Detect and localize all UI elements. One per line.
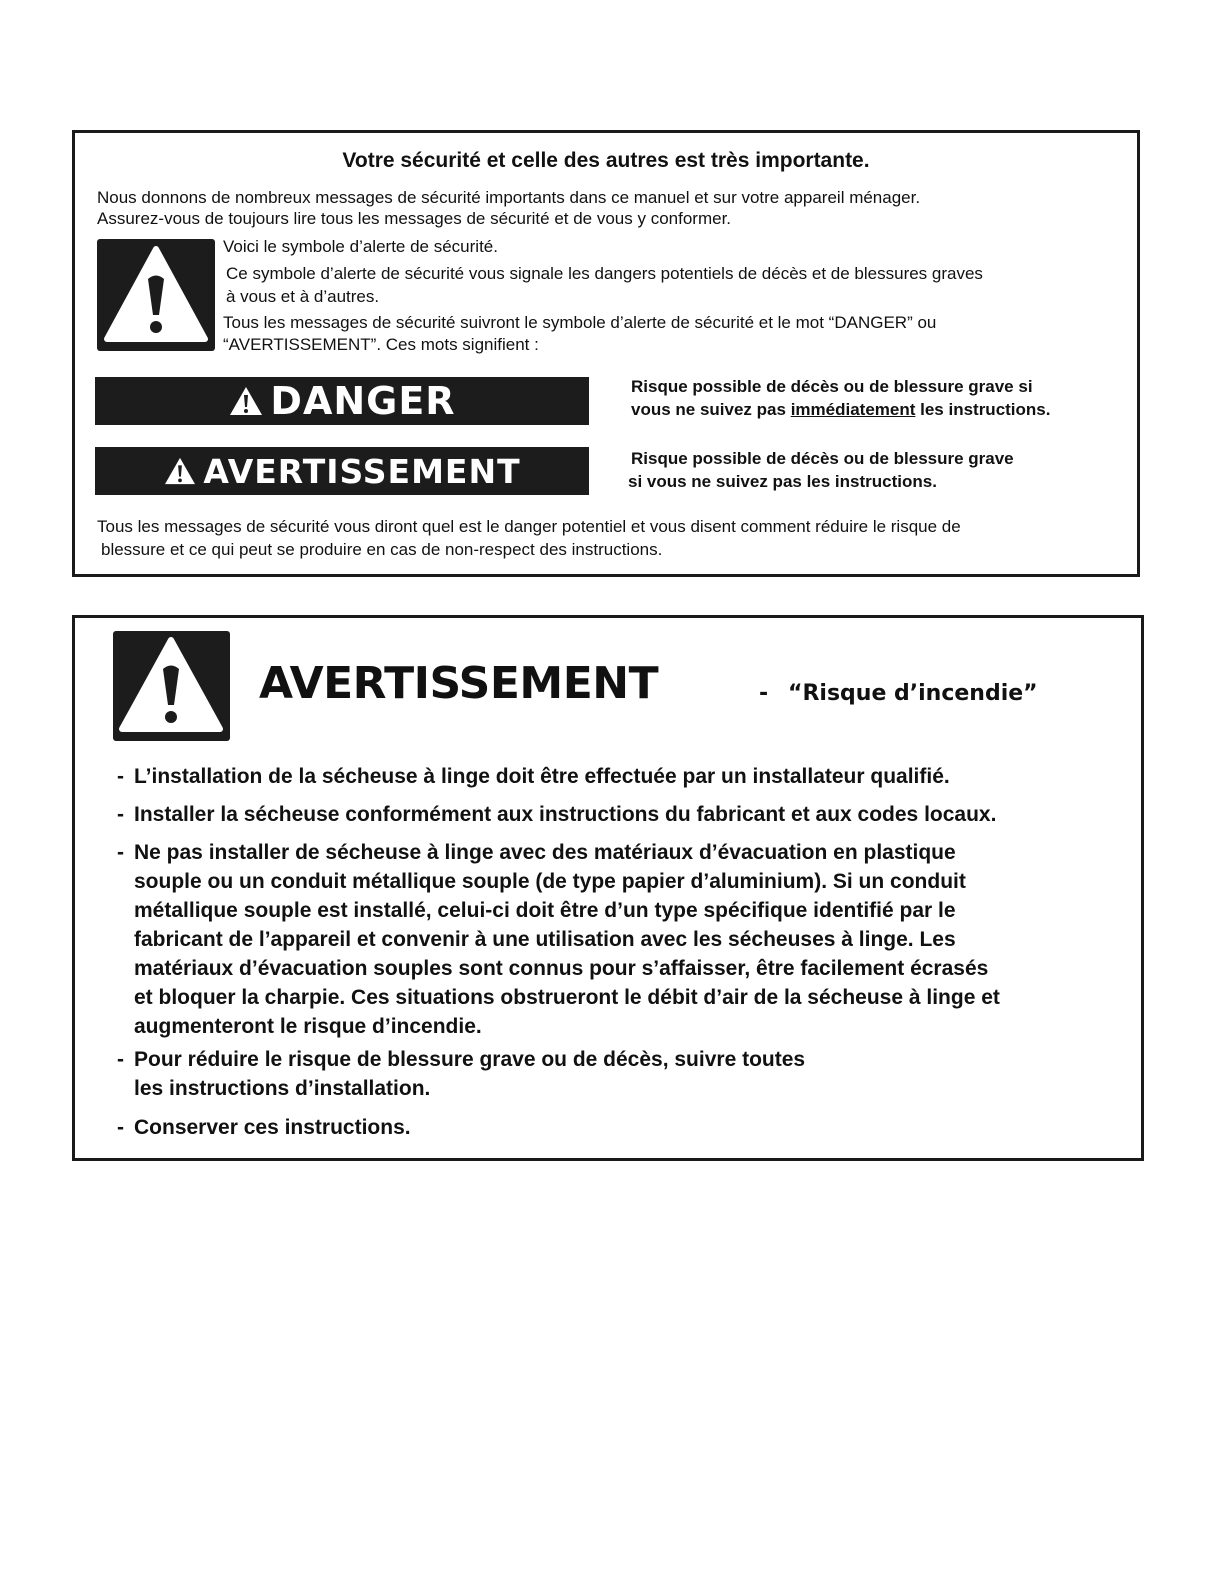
- bullet-dash: -: [117, 765, 124, 788]
- footer-line-2: blessure et ce qui peut se produire en cas de non-respect des instructions.: [101, 540, 663, 559]
- fire-warning-box: [72, 615, 1144, 1161]
- danger-alert-icon: [228, 385, 264, 417]
- bullet-dash: -: [117, 1116, 124, 1139]
- warning-desc-2: si vous ne suivez pas les instructions.: [628, 472, 937, 491]
- warning-label: AVERTISSEMENT: [203, 451, 521, 491]
- warning-item-line: Installer la sécheuse conformément aux instructions du fabricant et aux codes locaux.: [134, 803, 997, 826]
- safety-alert-triangle-icon: [97, 239, 215, 351]
- warning-item: [117, 838, 1127, 1041]
- warning-triangle-icon: [113, 631, 230, 741]
- danger-desc-1: Risque possible de décès ou de blessure grave si: [631, 377, 1033, 396]
- bullet-dash: -: [117, 803, 124, 826]
- warning-item-line: L’installation de la sécheuse à linge doit être effectuée par un installateur qualifié.: [134, 765, 950, 788]
- warning-heading: AVERTISSEMENT: [259, 658, 659, 709]
- warning-item-line: matériaux d’évacuation souples sont connus pour s’affaisser, être facilement écrasés: [134, 957, 989, 980]
- danger-desc-2-pre: vous ne suivez pas: [631, 400, 791, 419]
- symbol-text-2a: Ce symbole d’alerte de sécurité vous signale les dangers potentiels de décès et de blessures graves: [226, 264, 983, 283]
- warning-item-line: Pour réduire le risque de blessure grave ou de décès, suivre toutes: [134, 1048, 806, 1071]
- warning-item-line: Conserver ces instructions.: [134, 1116, 411, 1139]
- warning-desc-1: Risque possible de décès ou de blessure grave: [631, 449, 1014, 468]
- warning-item: [117, 762, 1127, 791]
- warning-icon-box: [113, 631, 230, 741]
- danger-desc-2-post: les instructions.: [915, 400, 1051, 419]
- warning-alert-icon: [163, 456, 197, 486]
- warning-item-line: souple ou un conduit métallique souple (de type papier d’aluminium). Si un conduit: [134, 870, 966, 893]
- danger-signal-bar: [95, 377, 589, 425]
- warning-item-line: métallique souple est installé, celui-ci doit être d’un type spécifique identifié par le: [134, 899, 956, 922]
- warning-item-line: les instructions d’installation.: [134, 1077, 431, 1100]
- bullet-dash: -: [117, 841, 124, 864]
- warning-item: [117, 800, 1127, 829]
- safety-info-box: [72, 130, 1140, 577]
- symbol-text-3a: Tous les messages de sécurité suivront le symbole d’alerte de sécurité et le mot “DANGER” ou: [223, 313, 937, 332]
- footer-line-1: Tous les messages de sécurité vous diront quel est le danger potentiel et vous disent comment réduire le risque de: [97, 517, 961, 536]
- intro-line-2: Assurez-vous de toujours lire tous les messages de sécurité et de vous y conformer.: [97, 209, 732, 228]
- warning-subheading: “Risque d’incendie”: [788, 681, 1038, 706]
- bullet-dash: -: [117, 1048, 124, 1071]
- warning-separator: -: [759, 681, 769, 706]
- warning-item: [117, 1113, 1127, 1142]
- danger-label: DANGER: [270, 379, 456, 423]
- danger-desc-2-emphasis: immédiatement: [790, 400, 916, 419]
- symbol-text-3b: “AVERTISSEMENT”. Ces mots signifient :: [223, 335, 539, 354]
- warning-item-line: Ne pas installer de sécheuse à linge avec des matériaux d’évacuation en plastique: [134, 841, 956, 864]
- warning-item-line: et bloquer la charpie. Ces situations obstrueront le débit d’air de la sécheuse à linge et: [134, 986, 1000, 1009]
- danger-desc-2: [631, 398, 1050, 421]
- symbol-text-1: Voici le symbole d’alerte de sécurité.: [223, 237, 498, 256]
- symbol-text-2b: à vous et à d’autres.: [226, 287, 380, 306]
- safety-title: Votre sécurité et celle des autres est très importante.: [342, 149, 870, 172]
- warning-item-line: augmenteront le risque d’incendie.: [134, 1015, 482, 1038]
- warning-item: [117, 1045, 1127, 1103]
- warning-signal-bar: [95, 447, 589, 495]
- warning-item-line: fabricant de l’appareil et convenir à une utilisation avec les sécheuses à linge. Les: [134, 928, 956, 951]
- safety-alert-icon: [97, 239, 215, 351]
- intro-line-1: Nous donnons de nombreux messages de sécurité importants dans ce manuel et sur votre appareil ménager.: [97, 188, 921, 207]
